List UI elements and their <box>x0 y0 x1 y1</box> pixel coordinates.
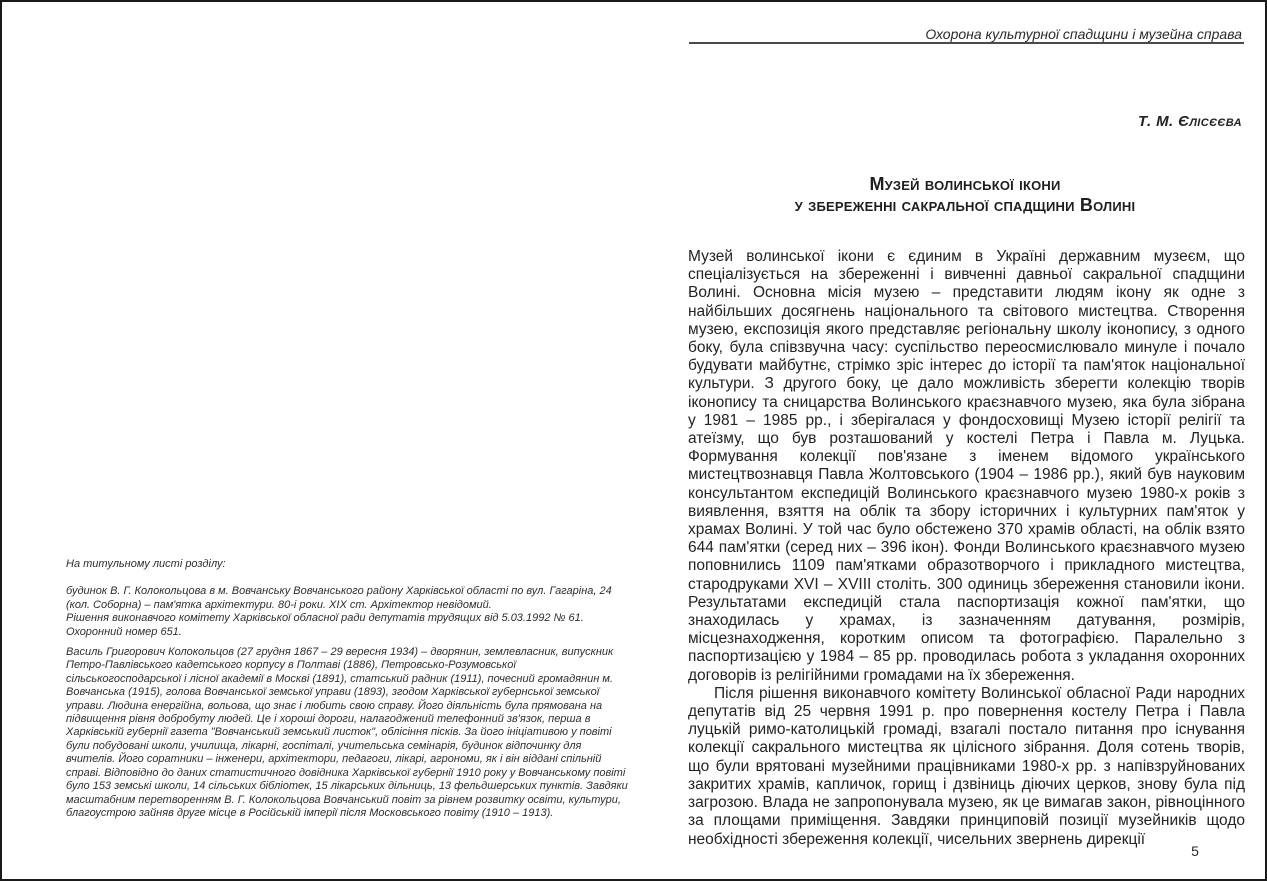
body-paragraph-2: Після рішення виконавчого комітету Волинської обласної Ради народних депутатів від 25 червня 1991 р. про повернення костелу Петра і Павла луцькій римо-католицькій громаді, взагалі постало питання про існування колекції сакрального мистецтва як цілісного зібрання. Доля сотень творів, що були врятовані музейними працівниками 1980-х рр. з напівзруйнованих закритих храмів, капличок, горищ і дзвіниць діючих церков, знову була під загрозою. Влада не запропонувала музею, як це вимагав закон, рівноцінного за площами приміщення. Завдяки принциповій позиції музейників щодо необхідності збереження колекції, чисельних звернень дирекції <box>688 684 1245 848</box>
article-body <box>688 248 1245 849</box>
article-title-line2: у збереженні сакральної спадщини Волині <box>794 195 1136 215</box>
page-number: 5 <box>1191 843 1199 859</box>
monument-note: будинок В. Г. Колокольцова в м. Вовчанську Вовчанського району Харківської області по вул. Гагаріна, 24 (кол. Соборна) – пам'ятка архітектури. 80-і роки. XIX ст. Архітектор невідомий. <box>66 585 612 611</box>
notes-caption: На титульному листі розділу: <box>66 558 226 570</box>
running-head: Охорона культурної спадщини і музейна справа <box>925 26 1242 42</box>
article-title <box>686 174 1244 216</box>
article-author: Т. М. Єлісєєва <box>1138 113 1242 130</box>
left-margin-notes <box>66 558 632 820</box>
body-paragraph-1: Музей волинської ікони є єдиним в Україні державним музеєм, що спеціалізується на збереженні і вивченні давньої сакральної спадщини Волині. Основна місія музею – представити людям ікону як одне з найбільших досягнень національного та світового мистецтва. Створення музею, експозиція якого представляє регіональну школу іконопису, з одного боку, була співзвучна часу: суспільство переосмислювало минуле і почало будувати майбутнє, стрімко зріс інтерес до історії та пам'яток національної культури. З другого боку, це дало можливість зберегти колекцію творів іконопису та сницарства Волинського краєзнавчого музею, яка була зібрана у 1981 – 1985 рр., і зберігалася у фондосховищі Музею історії релігії та атеїзму, що був розташований у костелі Петра і Павла м. Луцька. Формування колекції пов'язане з іменем відомого українського мистецтвознавця Павла Жолтовського (1904 – 1986 рр.), який був науковим консультантом експедицій Волинського краєзнавчого музею 1980-х років з виявлення, взяття на облік та збору історичних і культурних пам'яток у храмах Волині. У той час було обстежено 370 храмів області, на облік взято 644 пам'ятки (серед них – 396 ікон). Фонди Волинського краєзнавчого музею поповнились 1109 пам'ятками образотворчого і прикладного мистецтва, стародруками XVI – XVIII століть. 300 одиниць збереження становили ікони. Результатами експедицій стала паспортизація кожної пам'ятки, що знаходилась у храмах, із зазначенням датування, розмірів, місцезнаходження, коротким описом та фотографією. Паралельно з паспортизацією у 1984 – 85 рр. проводилась робота з укладання охоронних договорів із релігійними громадами на їх збереження. <box>688 248 1245 684</box>
bio-note: Василь Григорович Колокольцов (27 грудня 1867 – 29 вересня 1934) – дворянин, землевласник, випускник Петро-Павлівського кадетського корпусу в Полтаві (1886), Петровсько-Розумовської сільськогосподарської і лісної академії в Москві (1891), статський радник (1911), почесний громадянин м. Вовчанська (1915), голова Вовчанської земської управи (1893), згодом Харківської губернської земської управи. Людина енергійна, вольова, що знає і любить свою справу. Його діяльність була прямована на підвищення рівня добробуту людей. Це і хороші дороги, налагоджений телефонний зв'язок, перша в Харківській губернії газета "Вовчанський земський листок", облісіння пісків. За його ініціативою у повіті були побудовані школи, училища, лікарні, госпіталі, учительська семінарія, будинок відпочинку для вчителів. Його соратники – інженери, архітектори, педагоги, лікарі, агрономи, як і він віддані спільній справі. Відповідно до даних статистичного довідника Харківської губернії 1910 року у Вовчанському повіті було 153 земські школи, 14 сільських бібліотек, 15 лікарських дільниць, 13 фельдшерських пунктів. Завдяки масштабним перетворенням В. Г. Колокольцова Вовчанський повіт за рівнем розвитку освіти, культури, благоустрою зайняв друге місце в Російській імперії після Московського повіту (1910 – 1913). <box>66 646 628 819</box>
header-rule <box>689 42 1244 44</box>
decision-note: Рішення виконавчого комітету Харківської обласної ради депутатів трудящих від 5.03.1992 № 61. Охоронний номер 651. <box>66 612 584 638</box>
article-title-line1: Музей волинської ікони <box>869 174 1061 194</box>
